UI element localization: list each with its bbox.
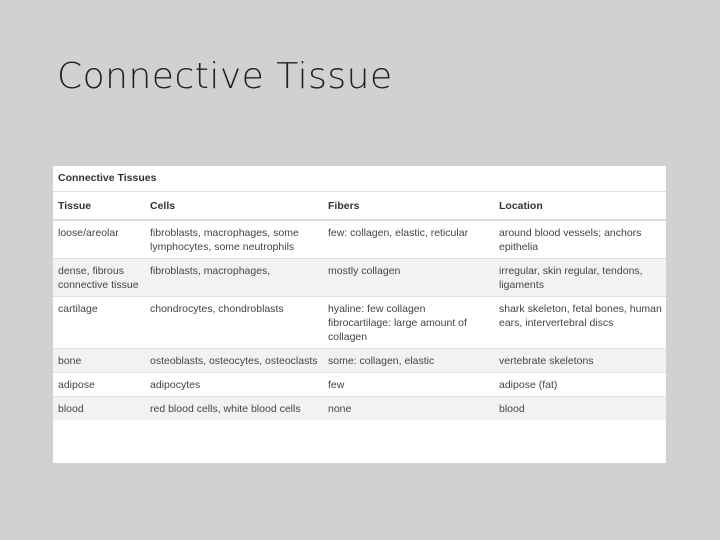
- cell-fibers: few: [323, 373, 494, 397]
- cell-location: irregular, skin regular, tendons, ligaments: [494, 259, 666, 297]
- table-row: [53, 373, 666, 397]
- table-header-row: [53, 192, 666, 220]
- header-cells: Cells: [145, 192, 323, 220]
- header-location: Location: [494, 192, 666, 220]
- cell-fibers: few: collagen, elastic, reticular: [323, 220, 494, 259]
- connective-tissues-table-card: [53, 166, 666, 463]
- cell-location: around blood vessels; anchors epithelia: [494, 220, 666, 259]
- cell-location: blood: [494, 397, 666, 421]
- cell-location: vertebrate skeletons: [494, 349, 666, 373]
- cell-tissue: blood: [53, 397, 145, 421]
- cell-cells: chondrocytes, chondroblasts: [145, 297, 323, 349]
- cell-tissue: cartilage: [53, 297, 145, 349]
- connective-tissues-table: [53, 192, 666, 420]
- table-row: [53, 297, 666, 349]
- cell-location: adipose (fat): [494, 373, 666, 397]
- cell-tissue: loose/areolar: [53, 220, 145, 259]
- cell-cells: adipocytes: [145, 373, 323, 397]
- slide-title: Connective Tissue: [57, 56, 393, 97]
- cell-cells: fibroblasts, macrophages,: [145, 259, 323, 297]
- header-fibers: Fibers: [323, 192, 494, 220]
- cell-fibers: hyaline: few collagen fibrocartilage: large amount of collagen: [323, 297, 494, 349]
- header-tissue: Tissue: [53, 192, 145, 220]
- cell-cells: fibroblasts, macrophages, some lymphocytes, some neutrophils: [145, 220, 323, 259]
- cell-tissue: bone: [53, 349, 145, 373]
- table-row: [53, 349, 666, 373]
- cell-fibers: some: collagen, elastic: [323, 349, 494, 373]
- table-row: [53, 220, 666, 259]
- cell-fibers: none: [323, 397, 494, 421]
- table-caption: Connective Tissues: [53, 166, 666, 192]
- cell-cells: red blood cells, white blood cells: [145, 397, 323, 421]
- cell-cells: osteoblasts, osteocytes, osteoclasts: [145, 349, 323, 373]
- cell-tissue: adipose: [53, 373, 145, 397]
- table-row: [53, 397, 666, 421]
- cell-fibers: mostly collagen: [323, 259, 494, 297]
- cell-location: shark skeleton, fetal bones, human ears, intervertebral discs: [494, 297, 666, 349]
- cell-tissue: dense, fibrous connective tissue: [53, 259, 145, 297]
- table-row: [53, 259, 666, 297]
